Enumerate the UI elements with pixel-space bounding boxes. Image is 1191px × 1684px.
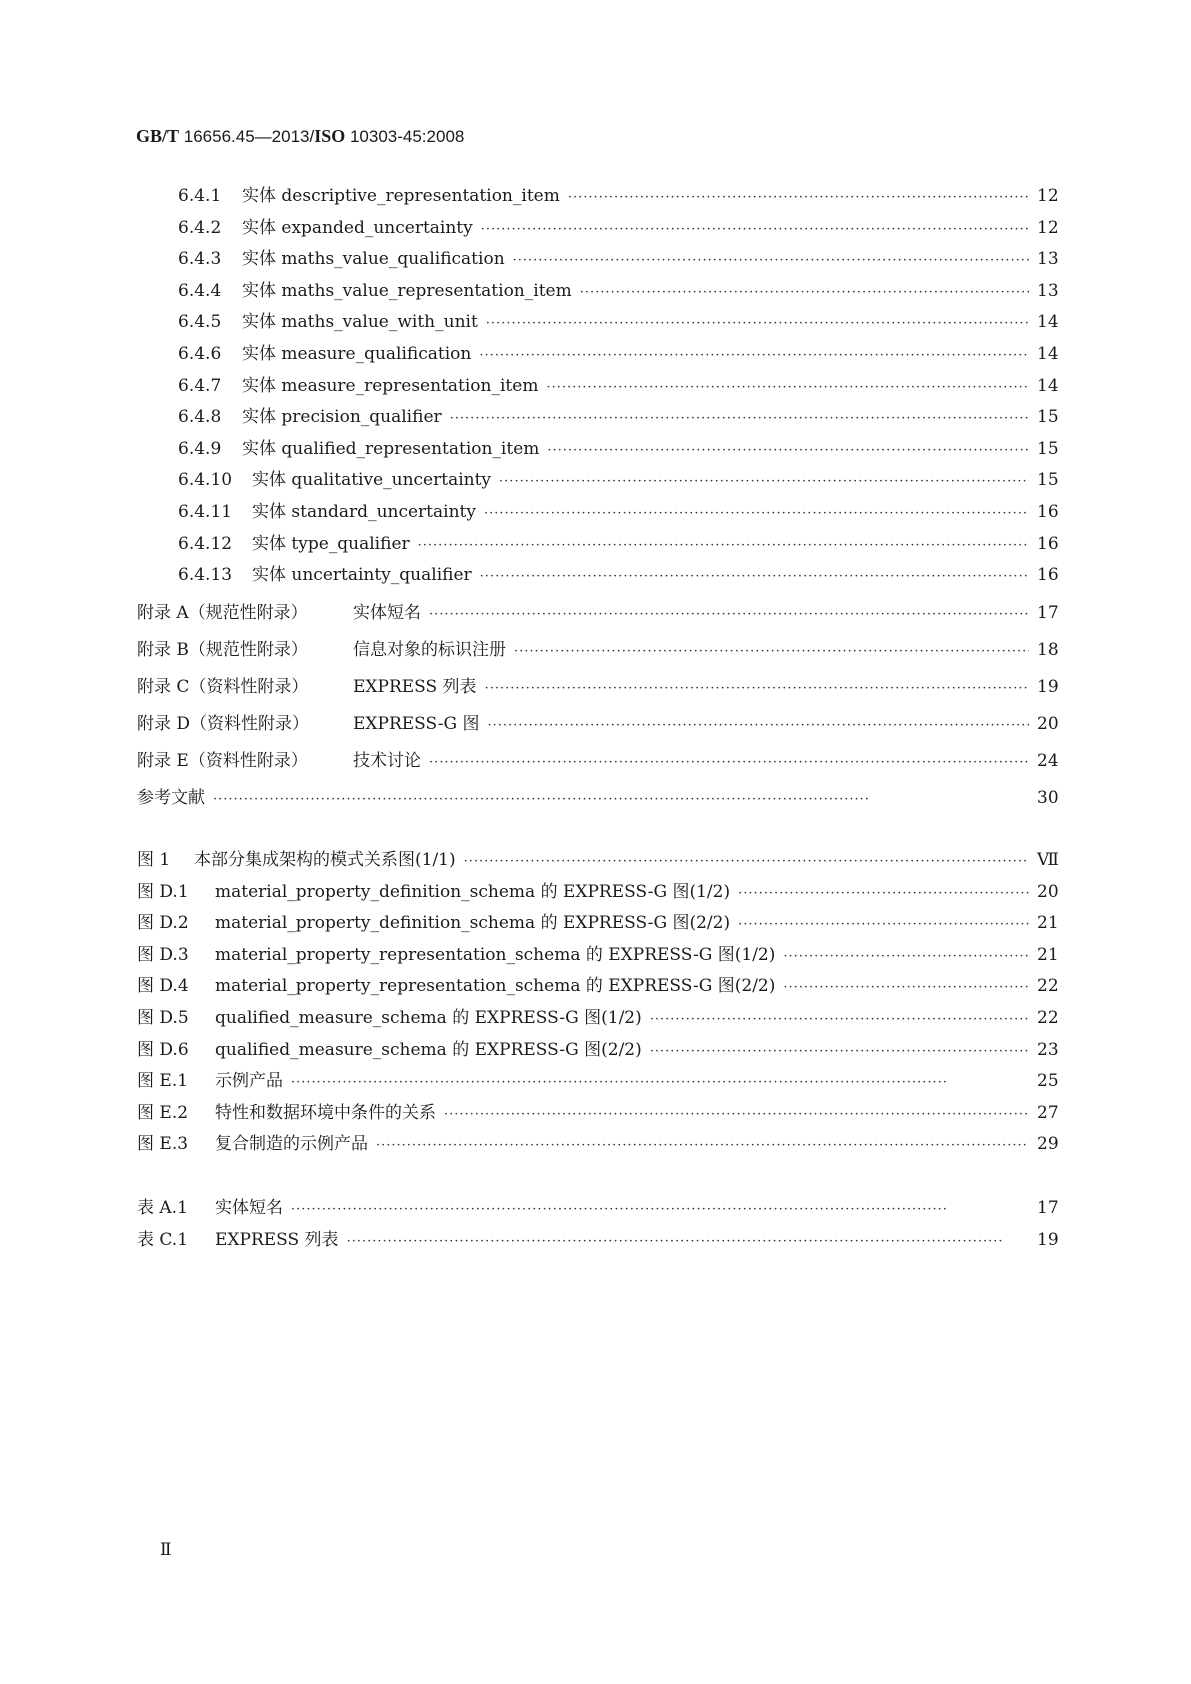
entry-page: 18 (1037, 640, 1059, 660)
entry-number: 6.4.10 (178, 470, 233, 491)
toc-entry[interactable] (137, 672, 1063, 697)
iso-prefix: ISO (314, 126, 346, 146)
entry-title: 实体 precision_qualifier (242, 407, 442, 428)
entry-title: EXPRESS-G 图 (353, 714, 480, 734)
entry-title: 实体 expanded_uncertainty (242, 217, 473, 238)
entry-title: material_property_definition_schema 的 EXPRESS-G 图(2/2) (215, 913, 731, 934)
toc-entry[interactable] (137, 598, 1063, 623)
entry-page: 15 (1037, 407, 1059, 428)
entry-number: 6.4.12 (178, 533, 233, 554)
entry-page: 27 (1037, 1102, 1059, 1123)
entry-page: 22 (1037, 1008, 1059, 1028)
entry-page: 12 (1037, 217, 1059, 238)
entry-number: 6.4.11 (178, 502, 233, 522)
entry-number: 6.4.1 (178, 186, 222, 206)
entry-title: EXPRESS 列表 (353, 677, 477, 697)
dot-leader (580, 285, 1029, 300)
dot-leader (479, 348, 1029, 363)
entry-title: 实体短名 (215, 1198, 283, 1218)
toc-entry[interactable] (137, 1225, 1063, 1250)
entry-page: 21 (1037, 913, 1059, 934)
iso-number: 10303-45:2008 (349, 127, 465, 146)
dot-leader (738, 886, 1029, 901)
entry-page: Ⅶ (1037, 850, 1059, 870)
toc-entry[interactable] (178, 402, 1063, 427)
toc-entry[interactable] (137, 1098, 1063, 1123)
entry-number: 图 D.5 (137, 1008, 189, 1028)
dot-leader (213, 792, 1029, 807)
entry-title: 实体 maths_value_with_unit (242, 312, 478, 333)
page-number: Ⅱ (160, 1540, 172, 1560)
entry-number: 6.4.5 (178, 312, 222, 333)
toc-entry[interactable] (178, 181, 1063, 206)
entry-page: 17 (1037, 1198, 1059, 1218)
entry-number: 图 1 (137, 850, 171, 870)
toc-entry[interactable] (137, 940, 1063, 965)
dot-leader (429, 607, 1029, 622)
entry-number: 6.4.4 (178, 280, 222, 301)
entry-number: 附录 E（资料性附录） (137, 751, 308, 771)
entry-number: 图 D.3 (137, 944, 189, 965)
entry-page: 14 (1037, 312, 1059, 333)
entry-page: 15 (1037, 470, 1059, 491)
entry-page: 23 (1037, 1039, 1059, 1060)
entry-page: 16 (1037, 533, 1059, 554)
toc-entry[interactable] (178, 213, 1063, 238)
entry-page: 13 (1037, 280, 1059, 301)
entry-title: qualified_measure_schema 的 EXPRESS-G 图(1/2) (215, 1008, 642, 1028)
entry-page: 15 (1037, 438, 1059, 459)
dot-leader (514, 644, 1029, 659)
entry-number: 表 A.1 (137, 1198, 188, 1218)
toc-entry[interactable] (178, 276, 1063, 301)
entry-page: 21 (1037, 944, 1059, 965)
toc-entry[interactable] (137, 1003, 1063, 1028)
toc-entry[interactable] (178, 371, 1063, 396)
dot-leader (485, 681, 1029, 696)
entry-number: 图 D.2 (137, 913, 189, 934)
toc-entry[interactable] (178, 307, 1063, 332)
toc-entry[interactable] (137, 1193, 1063, 1218)
entry-number: 6.4.2 (178, 217, 222, 238)
entry-title: material_property_definition_schema 的 EXPRESS-G 图(1/2) (215, 881, 731, 902)
entry-page: 12 (1037, 186, 1059, 206)
dot-leader (546, 380, 1029, 395)
entry-page: 24 (1037, 751, 1059, 771)
std-number: 16656.45—2013/ (183, 127, 315, 146)
entry-title: 示例产品 (215, 1071, 283, 1092)
dot-leader (484, 506, 1029, 521)
entry-title: 实体 descriptive_representation_item (242, 186, 560, 206)
toc-entry[interactable] (178, 244, 1063, 269)
toc-entry[interactable] (137, 709, 1063, 734)
dot-leader (450, 411, 1029, 426)
dot-leader (783, 949, 1029, 964)
entry-title: 本部分集成架构的模式关系图(1/1) (194, 850, 456, 870)
entry-page: 13 (1037, 249, 1059, 270)
entry-number: 附录 D（资料性附录） (137, 714, 310, 734)
toc-entry[interactable] (137, 845, 1063, 870)
entry-page: 17 (1037, 603, 1059, 623)
toc-entry[interactable] (137, 1129, 1063, 1154)
entry-title: 实体 measure_qualification (242, 344, 472, 364)
entry-page: 19 (1037, 1229, 1059, 1250)
entry-page: 29 (1037, 1134, 1059, 1155)
entry-page: 14 (1037, 344, 1059, 364)
entry-title: 实体 maths_value_qualification (242, 249, 505, 270)
dot-leader (481, 222, 1029, 237)
dot-leader (547, 443, 1029, 458)
document-header (136, 126, 464, 147)
entry-title: 实体 standard_uncertainty (252, 502, 476, 522)
entry-page: 19 (1037, 677, 1059, 697)
entry-number: 附录 A（规范性附录） (137, 603, 308, 623)
toc-entry[interactable] (178, 497, 1063, 522)
dot-leader (444, 1107, 1029, 1122)
dot-leader (464, 854, 1029, 869)
dot-leader (783, 980, 1029, 995)
dot-leader (486, 316, 1029, 331)
dot-leader (291, 1075, 1029, 1090)
toc-entry[interactable] (178, 465, 1063, 490)
entry-number: 6.4.13 (178, 565, 233, 586)
entry-title: 复合制造的示例产品 (215, 1134, 368, 1155)
entry-title: 实体短名 (353, 603, 421, 623)
entry-page: 25 (1037, 1071, 1059, 1092)
dot-leader (376, 1138, 1029, 1153)
entry-number: 6.4.6 (178, 344, 222, 364)
entry-title: 实体 maths_value_representation_item (242, 280, 572, 301)
entry-number: 图 D.4 (137, 976, 189, 997)
entry-number: 图 E.1 (137, 1071, 189, 1092)
entry-page: 20 (1037, 714, 1059, 734)
entry-number: 6.4.8 (178, 407, 222, 428)
entry-title: 实体 qualified_representation_item (242, 438, 540, 459)
entry-title: 实体 uncertainty_qualifier (252, 565, 472, 586)
entry-number: 附录 B（规范性附录） (137, 640, 308, 660)
entry-title: 实体 measure_representation_item (242, 375, 539, 396)
entry-page: 16 (1037, 565, 1059, 586)
entry-title: EXPRESS 列表 (215, 1229, 339, 1250)
entry-number: 附录 C（资料性附录） (137, 677, 309, 697)
entry-page: 22 (1037, 976, 1059, 997)
entry-title: qualified_measure_schema 的 EXPRESS-G 图(2/2) (215, 1039, 642, 1060)
toc-entry[interactable] (137, 908, 1063, 933)
dot-leader (650, 1012, 1029, 1027)
toc-entry[interactable] (178, 434, 1063, 459)
entry-number: 图 D.6 (137, 1039, 189, 1060)
entry-number: 6.4.3 (178, 249, 222, 270)
toc-entry[interactable] (178, 560, 1063, 585)
entry-page: 16 (1037, 502, 1059, 522)
std-prefix: GB/T (136, 126, 180, 146)
entry-title: 信息对象的标识注册 (353, 640, 506, 660)
dot-leader (291, 1202, 1029, 1217)
toc-entry[interactable] (137, 635, 1063, 660)
toc-entry[interactable] (137, 971, 1063, 996)
toc-entry[interactable] (137, 783, 1063, 808)
toc-entry[interactable] (137, 746, 1063, 771)
dot-leader (347, 1234, 1029, 1249)
entry-number: 6.4.9 (178, 438, 222, 459)
toc-entry[interactable] (137, 877, 1063, 902)
dot-leader (480, 569, 1029, 584)
dot-leader (488, 718, 1029, 733)
dot-leader (418, 538, 1029, 553)
toc-entry[interactable] (137, 1035, 1063, 1060)
entry-number: 图 E.2 (137, 1102, 189, 1123)
entry-title: 技术讨论 (353, 751, 421, 771)
dot-leader (568, 190, 1029, 205)
entry-title: material_property_representation_schema 的 EXPRESS-G 图(2/2) (215, 976, 776, 997)
entry-title: 特性和数据环境中条件的关系 (215, 1102, 436, 1123)
entry-number: 参考文献 (137, 788, 205, 808)
entry-title: 实体 qualitative_uncertainty (252, 470, 492, 491)
entry-page: 14 (1037, 375, 1059, 396)
entry-title: 实体 type_qualifier (252, 533, 410, 554)
toc-entry[interactable] (178, 529, 1063, 554)
entry-number: 图 D.1 (137, 881, 189, 902)
dot-leader (738, 917, 1029, 932)
entry-title: material_property_representation_schema 的 EXPRESS-G 图(1/2) (215, 944, 776, 965)
entry-page: 30 (1037, 788, 1059, 808)
toc-entry[interactable] (178, 339, 1063, 364)
entry-number: 6.4.7 (178, 375, 222, 396)
entry-number: 图 E.3 (137, 1134, 189, 1155)
dot-leader (499, 474, 1029, 489)
toc-entry[interactable] (137, 1066, 1063, 1091)
dot-leader (429, 755, 1029, 770)
entry-number: 表 C.1 (137, 1229, 189, 1250)
dot-leader (650, 1044, 1029, 1059)
entry-page: 20 (1037, 881, 1059, 902)
dot-leader (513, 253, 1029, 268)
